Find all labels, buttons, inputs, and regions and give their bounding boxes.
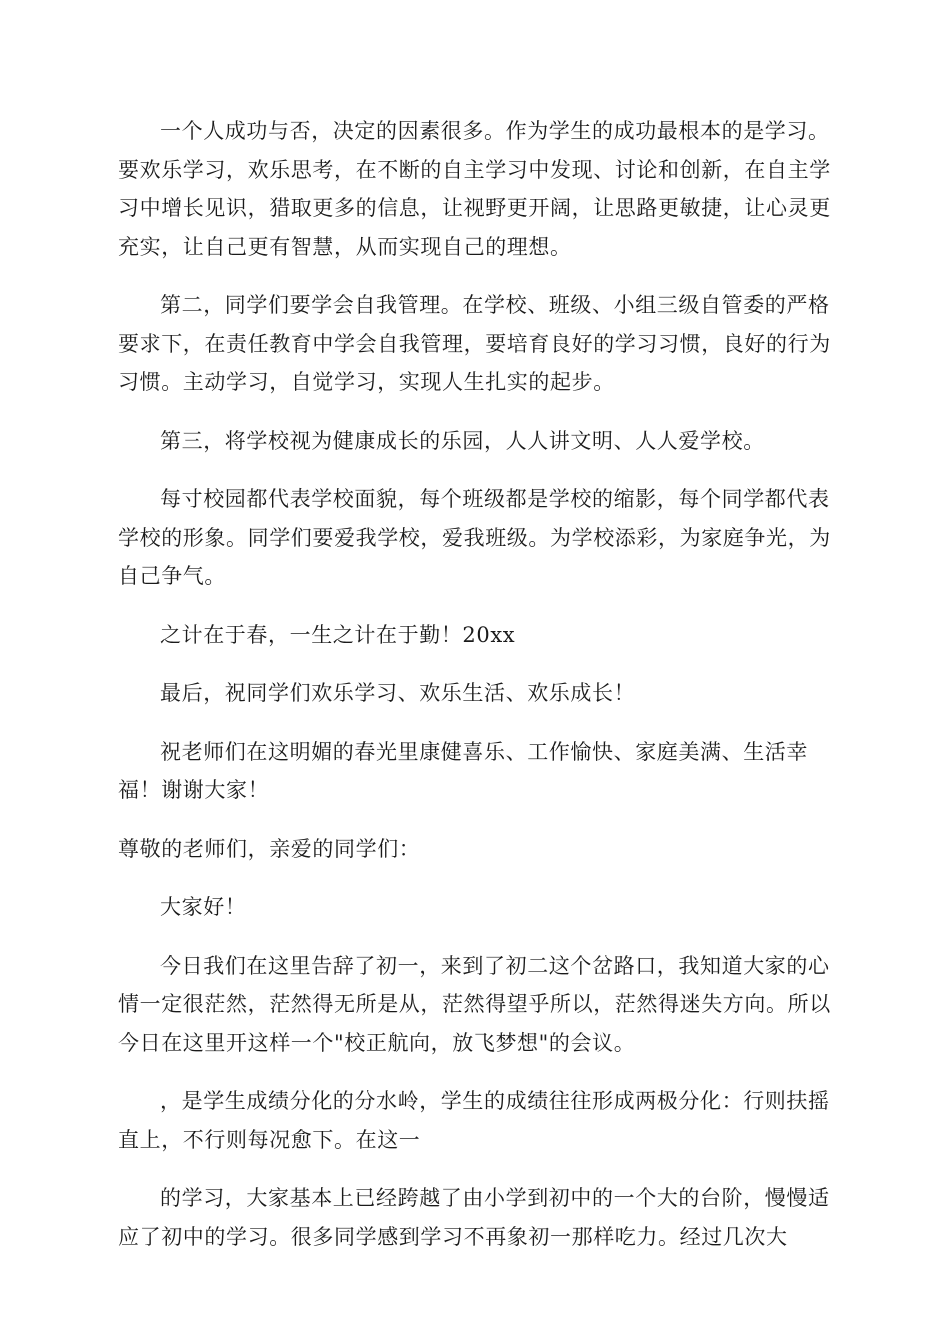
greeting: 大家好！ xyxy=(160,895,247,919)
paragraph-wish-students: 最后，祝同学们欢乐学习、欢乐生活、欢乐成长！ xyxy=(160,681,636,705)
paragraph-campus-image: 每寸校园都代表学校面貌，每个班级都是学校的缩影，每个同学都代表学校的形象。同学们要爱我学校，爱我班级。为学校添彩，为家庭争光，为自己争气。 xyxy=(118,487,831,588)
document-page xyxy=(118,112,838,1256)
paragraph-wish-teachers: 祝老师们在这明媚的春光里康健喜乐、工作愉快、家庭美满、生活幸福！谢谢大家！ xyxy=(118,739,808,802)
paragraph-spring-plan: 之计在于春，一生之计在于勤！20xx xyxy=(160,622,516,647)
paragraph-learning-step: 的学习，大家基本上已经跨越了由小学到初中的一个大的台阶，慢慢适应了初中的学习。很多同学感到学习不再象初一那样吃力。经过几次大 xyxy=(118,1186,830,1249)
paragraph-grade-two: 今日我们在这里告辞了初一，来到了初二这个岔路口，我知道大家的心情一定很茫然，茫然得无所是从，茫然得望乎所以，茫然得迷失方向。所以今日在这里开这样一个"校正航向，放飞梦想"的会议。 xyxy=(118,953,831,1055)
paragraph-success-learning: 一个人成功与否，决定的因素很多。作为学生的成功最根本的是学习。要欢乐学习，欢乐思考，在不断的自主学习中发现、讨论和创新，在自主学习中增长见识，猎取更多的信息，让视野更开阔，让思路更敏捷，让心灵更充实，让自己更有智慧，从而实现自己的理想。 xyxy=(118,119,831,259)
paragraph-self-management: 第二，同学们要学会自我管理。在学校、班级、小组三级自管委的严格要求下，在责任教育中学会自我管理，要培育良好的学习习惯，良好的行为习惯。主动学习，自觉学习，实现人生扎实的起步。 xyxy=(118,293,831,394)
salutation: 尊敬的老师们，亲爱的同学们： xyxy=(118,836,421,861)
paragraph-watershed: ，是学生成绩分化的分水岭，学生的成绩往往形成两极分化：行则扶摇直上，不行则每况愈下。在这一 xyxy=(118,1089,830,1152)
paragraph-school-garden: 第三，将学校视为健康成长的乐园，人人讲文明、人人爱学校。 xyxy=(160,428,765,453)
